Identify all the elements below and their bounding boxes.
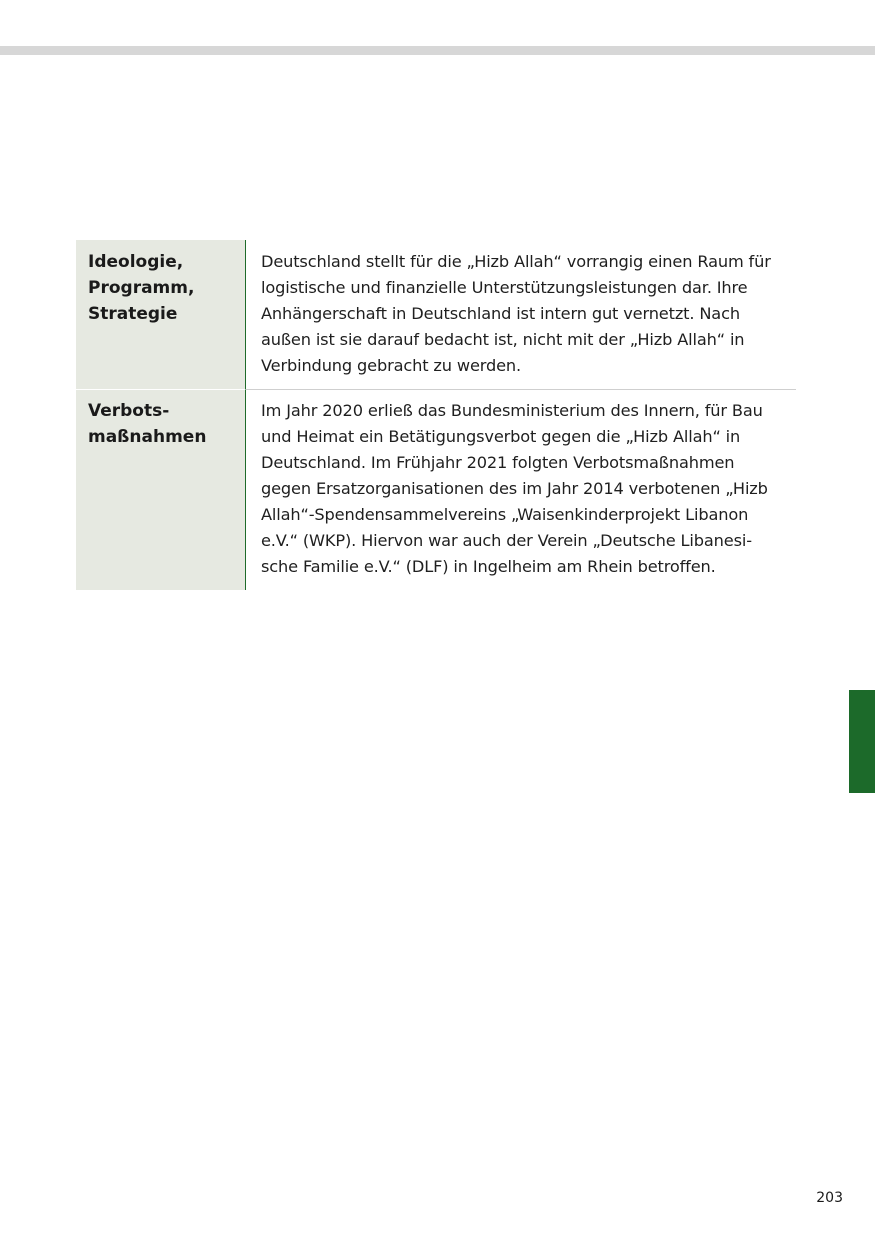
- page-number: 203: [816, 1190, 843, 1206]
- label-line: maßnahmen: [88, 427, 207, 447]
- text-line: logistische und finanzielle Unterstützungsleistungen dar. Ihre: [261, 278, 748, 297]
- row-content-ideologie: [246, 240, 796, 389]
- text-line: Anhängerschaft in Deutschland ist intern gut vernetzt. Nach: [261, 304, 740, 323]
- row-label-verbotsmassnahmen: [76, 389, 246, 590]
- text-line: Im Jahr 2020 erließ das Bundesministerium des Innern, für Bau: [261, 401, 763, 420]
- text-line: sche Familie e.V.“ (DLF) in Ingelheim am Rhein betroffen.: [261, 557, 716, 576]
- text-line: Deutschland. Im Frühjahr 2021 folgten Verbotsmaßnahmen: [261, 453, 735, 472]
- row-content-verbotsmassnahmen: [246, 389, 796, 590]
- top-rule: [0, 46, 875, 55]
- text-line: Deutschland stellt für die „Hizb Allah“ vorrangig einen Raum für: [261, 252, 771, 271]
- label-line: Strategie: [88, 304, 178, 324]
- label-line: Programm,: [88, 278, 195, 298]
- chapter-tab-marker: [849, 690, 875, 793]
- table-row-ideologie: [76, 240, 796, 389]
- text-line: e.V.“ (WKP). Hiervon war auch der Verein „Deutsche Libanesi-: [261, 531, 752, 550]
- label-line: Ideologie,: [88, 252, 184, 272]
- text-line: außen ist sie darauf bedacht ist, nicht mit der „Hizb Allah“ in: [261, 330, 745, 349]
- row-label-ideologie: [76, 240, 246, 389]
- text-line: Verbindung gebracht zu werden.: [261, 356, 522, 375]
- table-row-verbotsmassnahmen: [76, 389, 796, 590]
- text-line: und Heimat ein Betätigungsverbot gegen die „Hizb Allah“ in: [261, 427, 741, 446]
- text-line: gegen Ersatzorganisationen des im Jahr 2014 verbotenen „Hizb: [261, 479, 768, 498]
- text-line: Allah“-Spendensammelvereins „Waisenkinderprojekt Libanon: [261, 505, 749, 524]
- label-line: Verbots-: [88, 401, 170, 421]
- info-table: [76, 240, 796, 590]
